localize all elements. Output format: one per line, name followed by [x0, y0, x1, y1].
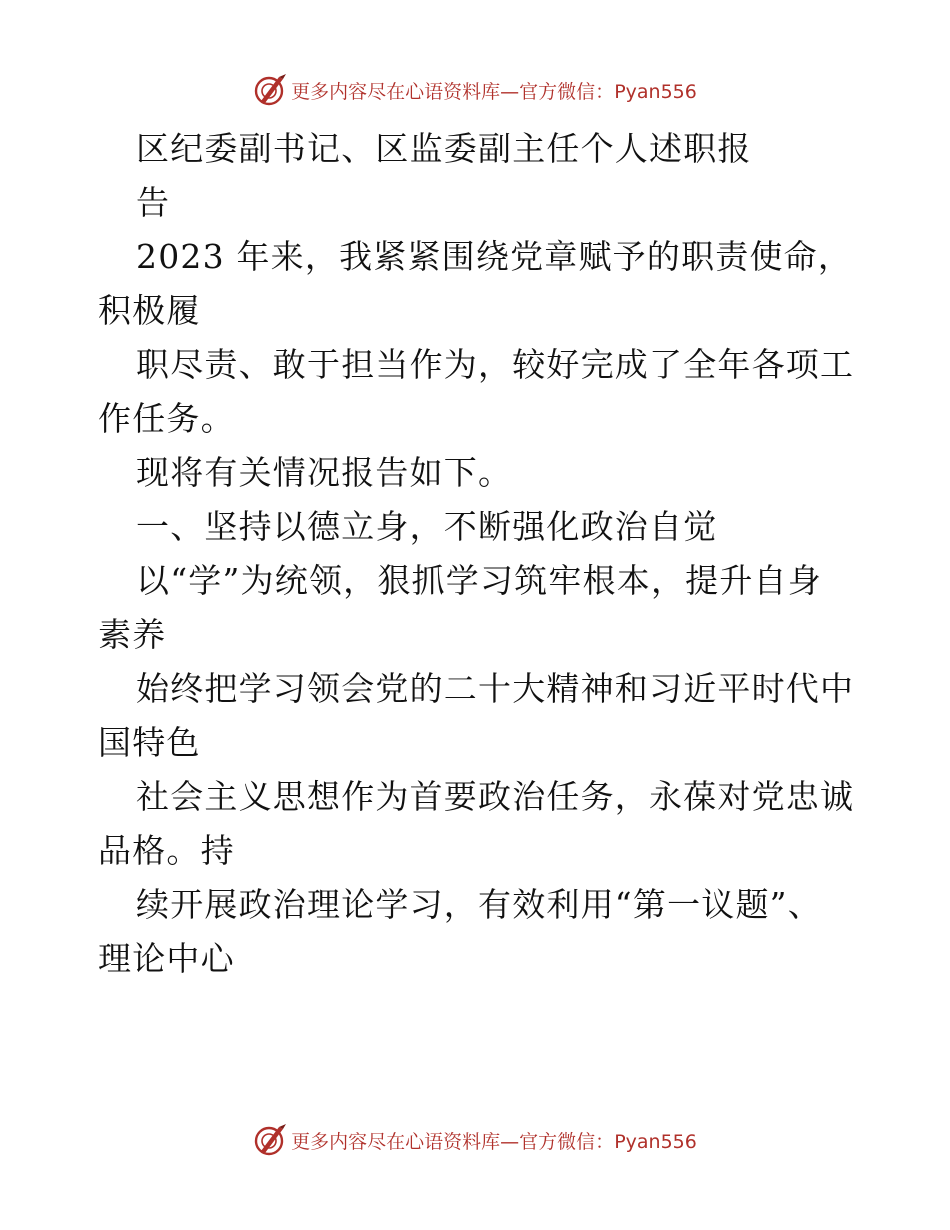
- document-line: 一、坚持以德立身，不断强化政治自觉: [136, 507, 718, 546]
- banner-wechat-id: Pyan556: [614, 1130, 697, 1153]
- banner-wechat-label: 官方微信：: [519, 1130, 615, 1153]
- banner-wechat-id: Pyan556: [614, 80, 697, 103]
- header-banner-text: [291, 77, 697, 104]
- document-line: 区纪委副书记、区监委副主任个人述职报: [136, 129, 752, 168]
- document-line: 现将有关情况报告如下。: [136, 453, 513, 492]
- document-line: 续开展政治理论学习，有效利用“第一议题”、: [136, 885, 822, 924]
- document-line: 2023 年来，我紧紧围绕党章赋予的职责使命，: [136, 237, 853, 276]
- document-line: 素养: [98, 615, 167, 654]
- document-line: 职尽责、敢于担当作为，较好完成了全年各项工: [136, 345, 855, 384]
- banner-wechat-label: 官方微信：: [519, 80, 615, 103]
- document-line: 品格。持: [98, 831, 235, 870]
- footer-banner-text: [291, 1127, 697, 1154]
- quill-pen-logo-icon: [253, 1123, 287, 1157]
- document-line: 以“学”为统领，狠抓学习筑牢根本，提升自身: [136, 561, 822, 600]
- document-line: 理论中心: [98, 939, 235, 978]
- header-banner: [0, 70, 950, 110]
- document-line: 积极履: [98, 291, 201, 330]
- document-line: 告: [136, 183, 171, 222]
- document-body: [98, 122, 858, 986]
- document-line: 国特色: [98, 723, 201, 762]
- footer-banner: [0, 1120, 950, 1160]
- document-line: 作任务。: [98, 399, 235, 438]
- quill-pen-logo-icon: [253, 73, 287, 107]
- document-line: 社会主义思想作为首要政治任务，永葆对党忠诚: [136, 777, 855, 816]
- banner-library-text: 更多内容尽在心语资料库: [291, 1130, 501, 1153]
- document-line: 始终把学习领会党的二十大精神和习近平时代中: [136, 669, 855, 708]
- banner-library-text: 更多内容尽在心语资料库: [291, 80, 501, 103]
- banner-separator: —: [500, 80, 520, 103]
- banner-separator: —: [500, 1130, 520, 1153]
